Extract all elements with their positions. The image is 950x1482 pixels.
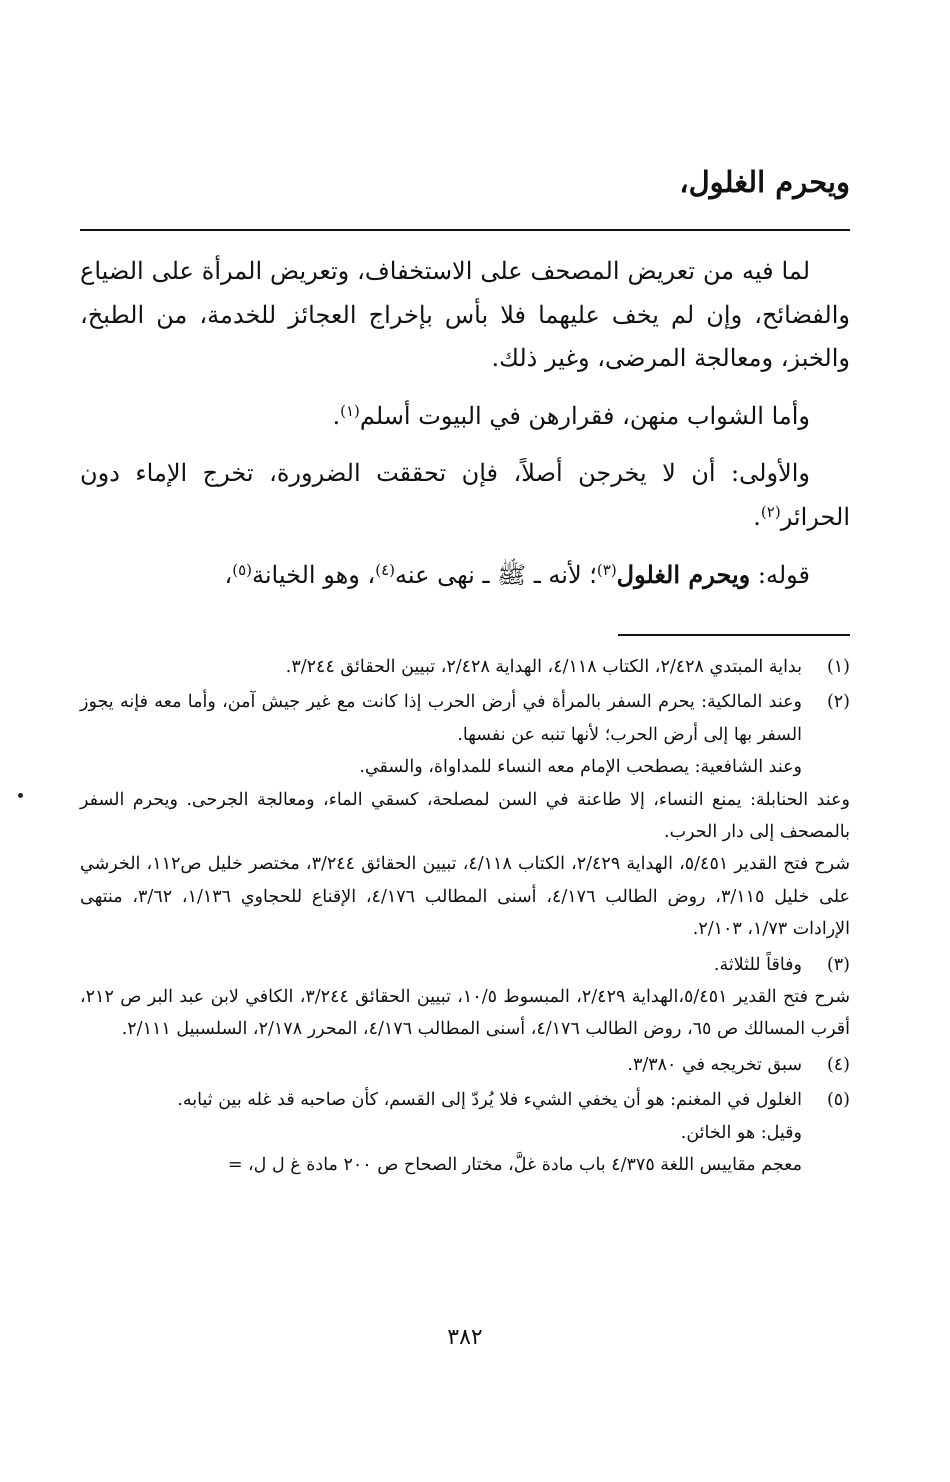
body-keyword: ويحرم الغلول [616, 560, 751, 589]
footnote-line: سبق تخريجه في ٣/٣٨٠. [627, 1054, 802, 1075]
footnote-number: (٣) [826, 954, 850, 975]
body-paragraph-2 [80, 395, 850, 439]
margin-speck [18, 793, 23, 798]
footnote-number: (١) [826, 657, 850, 677]
footnote-line: شرح فتح القدير ٥/٤٥١،الهداية ٢/٤٢٩، المبسوط ١٠/٥، تبيين الحقائق ٣/٢٤٤، الكافي لابن عبد البر ص ٢١٢، أقرب المسالك ص ٦٥، روض الطالب ٤/١٧٦، أسنى المطالب ٤/١٧٦، المحرر ٢/١٧٨، السلسبيل ٢/١١١. [80, 987, 850, 1040]
body-paragraph-2-text: وأما الشواب منهن، فقرارهن في البيوت أسلم [359, 401, 810, 430]
footnote-line: وقيل: هو الخائن. [680, 1122, 802, 1143]
footnote-number: (٥) [826, 1090, 850, 1111]
footnote-line: وعند المالكية: يحرم السفر بالمرأة في أرض الحرب إذا كانت مع غير جيش آمن، وأما معه فإنه يجوز السفر بها إلى أرض الحرب؛ لأنها تنبه عن نفسها. [80, 692, 802, 745]
footnote-5 [80, 1084, 850, 1181]
footnote-line: بداية المبتدي ٢/٤٢٨، الكتاب ٤/١١٨، الهداية ٢/٤٢٨، تبيين الحقائق ٣/٢٤٤. [285, 657, 802, 677]
document-page [80, 0, 850, 1482]
footnote-ref-2: (٢) [760, 502, 781, 521]
footnotes-section [80, 651, 850, 1185]
footnote-line: وفاقاً للثلاثة. [713, 954, 802, 975]
footnote-ref-5: (٥) [232, 561, 252, 579]
body-paragraph-2-end: . [332, 401, 341, 430]
footnote-number: (٢) [826, 692, 850, 713]
body-paragraph-3-text: والأولى: أن لا يخرجن أصلاً، فإن تحققت الضرورة، تخرج الإماء دون الحرائر [80, 459, 850, 531]
footnote-2 [80, 686, 850, 945]
footnote-number: (٤) [826, 1054, 850, 1075]
body-paragraph-1: لما فيه من تعريض المصحف على الاستخفاف، وتعريض المرأة على الضياع والفضائح، وإن لم يخف عليهما فلا بأس بإخراج العجائز للخدمة، من الطبخ، والخبز، ومعالجة المرضى، وغير ذلك. [80, 257, 850, 372]
footnote-4 [80, 1049, 850, 1081]
footnote-ref-4: (٤) [375, 561, 396, 579]
page-number: ٣٨٢ [447, 1325, 483, 1350]
main-body-text [80, 250, 850, 612]
footnote-line: وعند الحنابلة: يمنع النساء، إلا طاعنة في السن لمصلحة، كسقي الماء، ومعالجة الجرحى. ويحرم السفر بالمصحف إلى دار الحرب. [80, 789, 850, 843]
body-paragraph-4-middle: ؛ لأنه ـ ﷺ ـ نهى عنه [395, 561, 597, 589]
section-header-title: ويحرم الغلول، [679, 165, 850, 199]
footnote-separator [618, 634, 850, 636]
body-paragraph-3-end: . [753, 502, 761, 531]
footnote-line: معجم مقاييس اللغة ٤/٣٧٥ باب مادة غلَّ، مختار الصحاح ص ٢٠٠ مادة غ ل ل، = [227, 1155, 802, 1176]
footnote-line: الغلول في المغنم: هو أن يخفي الشيء فلا يُردّ إلى القسم، كأن صاحبه قد غله بين ثيابه. [177, 1090, 802, 1111]
body-paragraph-4 [80, 553, 850, 598]
footnote-line: شرح فتح القدير ٥/٤٥١، الهداية ٢/٤٢٩، الكتاب ٤/١١٨، تبيين الحقائق ٣/٢٤٤، مختصر خليل ص١١٢، الخرشي على خليل ٣/١١٥، روض الطالب ٤/١٧٦، أسنى المطالب ٤/١٧٦، الإقناع للحجاوي ١/١٣٦، ٣/٦٢، منتهى الإرادات ١/٧٣، ٢/١٠٣. [80, 854, 851, 940]
footnote-line: وعند الشافعية: يصطحب الإمام معه النساء للمداواة، والسقي. [359, 757, 802, 778]
footnote-ref-3: (٣) [596, 561, 617, 579]
body-paragraph-3 [80, 452, 850, 539]
body-paragraph-4-lead: قوله: [750, 561, 810, 589]
header-rule [80, 229, 850, 231]
body-paragraph-4-tail: ، وهو الخيانة [252, 561, 376, 589]
footnote-1 [80, 651, 850, 683]
footnote-3 [80, 949, 850, 1046]
body-paragraph-4-end: ، [224, 561, 233, 589]
footnote-ref-1: (١) [340, 401, 360, 420]
